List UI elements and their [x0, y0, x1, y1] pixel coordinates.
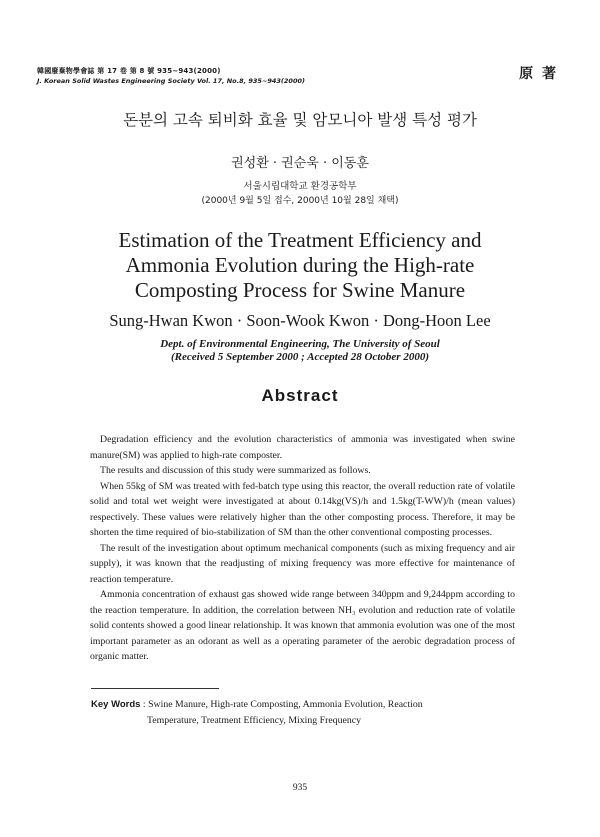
- english-authors: Sung-Hwan Kwon · Soon-Wook Kwon · Dong-Hoon Lee: [109, 311, 491, 330]
- english-affiliation-block: [0, 338, 600, 364]
- english-title-line: Ammonia Evolution during the High-rate: [125, 253, 475, 277]
- keywords-line-1: Swine Manure, High-rate Composting, Ammonia Evolution, Reaction: [148, 699, 423, 710]
- korean-authors: 권성환 · 권순욱 · 이동훈: [231, 156, 369, 171]
- abstract-paragraph: Degradation efficiency and the evolution characteristics of ammonia was investigated when swine manure(SM) was applied to high-rate composter.: [90, 434, 515, 461]
- english-dates: (Received 5 September 2000 ; Accepted 28 October 2000): [170, 351, 429, 363]
- journal-header-korean: 韓國廢棄物學會誌 第 17 卷 第 8 號 935~943(2000): [37, 67, 221, 75]
- keywords-label: Key Words: [91, 699, 141, 710]
- abstract-paragraph: Ammonia concentration of exhaust gas showed wide range between 340ppm and 9,244ppm according to the reaction temperature. In addition, the correlation between NH₃ evolution and reduction rate of volatile solid contents showed a good linear relationship. It was known that ammonia evolution was one of the most important parameter as an odorant as well as a operating parameter of the aerobic degradation process of organic matter.: [90, 589, 515, 662]
- korean-affiliation: 서울시립대학교 환경공학부: [243, 181, 357, 192]
- article-type-tag: 原 著: [519, 66, 558, 82]
- korean-title: 돈분의 고속 퇴비화 효율 및 암모니아 발생 특성 평가: [123, 111, 477, 129]
- abstract-paragraph: When 55kg of SM was treated with fed-batch type using this reactor, the overall reduction rate of volatile solid and total wet weight were investigated at about 0.14kg(VS)/h and 1.5kg(T-WW)/h (mean values) respectively. These values were relatively higher than the other composting process. Therefore, it may be shorten the time required of bio-stabilization of SM than the other conventional composting processes.: [90, 480, 515, 538]
- abstract-paragraph: The result of the investigation about optimum mechanical components (such as mixing frequency and air supply), it was known that the readjusting of mixing frequency was more effective for maintenance of reaction temperature.: [90, 542, 515, 585]
- abstract-heading: Abstract: [261, 386, 339, 405]
- english-affiliation: Dept. of Environmental Engineering, The University of Seoul: [160, 338, 440, 350]
- page-number: 935: [292, 783, 308, 793]
- english-title-line: Estimation of the Treatment Efficiency and: [118, 228, 482, 252]
- keywords-separator: :: [140, 699, 149, 710]
- english-title: [0, 228, 600, 303]
- abstract-paragraph: The results and discussion of this study were summarized as follows.: [100, 465, 371, 476]
- english-title-line: Composting Process for Swine Manure: [134, 278, 466, 302]
- keywords-block: [91, 697, 521, 729]
- keywords-line-2: Temperature, Treatment Efficiency, Mixing Frequency: [147, 715, 361, 726]
- korean-dates: (2000년 9월 5일 접수, 2000년 10월 28일 채택): [201, 196, 399, 206]
- abstract-body: [90, 432, 515, 665]
- keywords-divider: [91, 688, 219, 689]
- journal-header-english: J. Korean Solid Wastes Engineering Society Vol. 17, No.8, 935~943(2000): [37, 77, 305, 85]
